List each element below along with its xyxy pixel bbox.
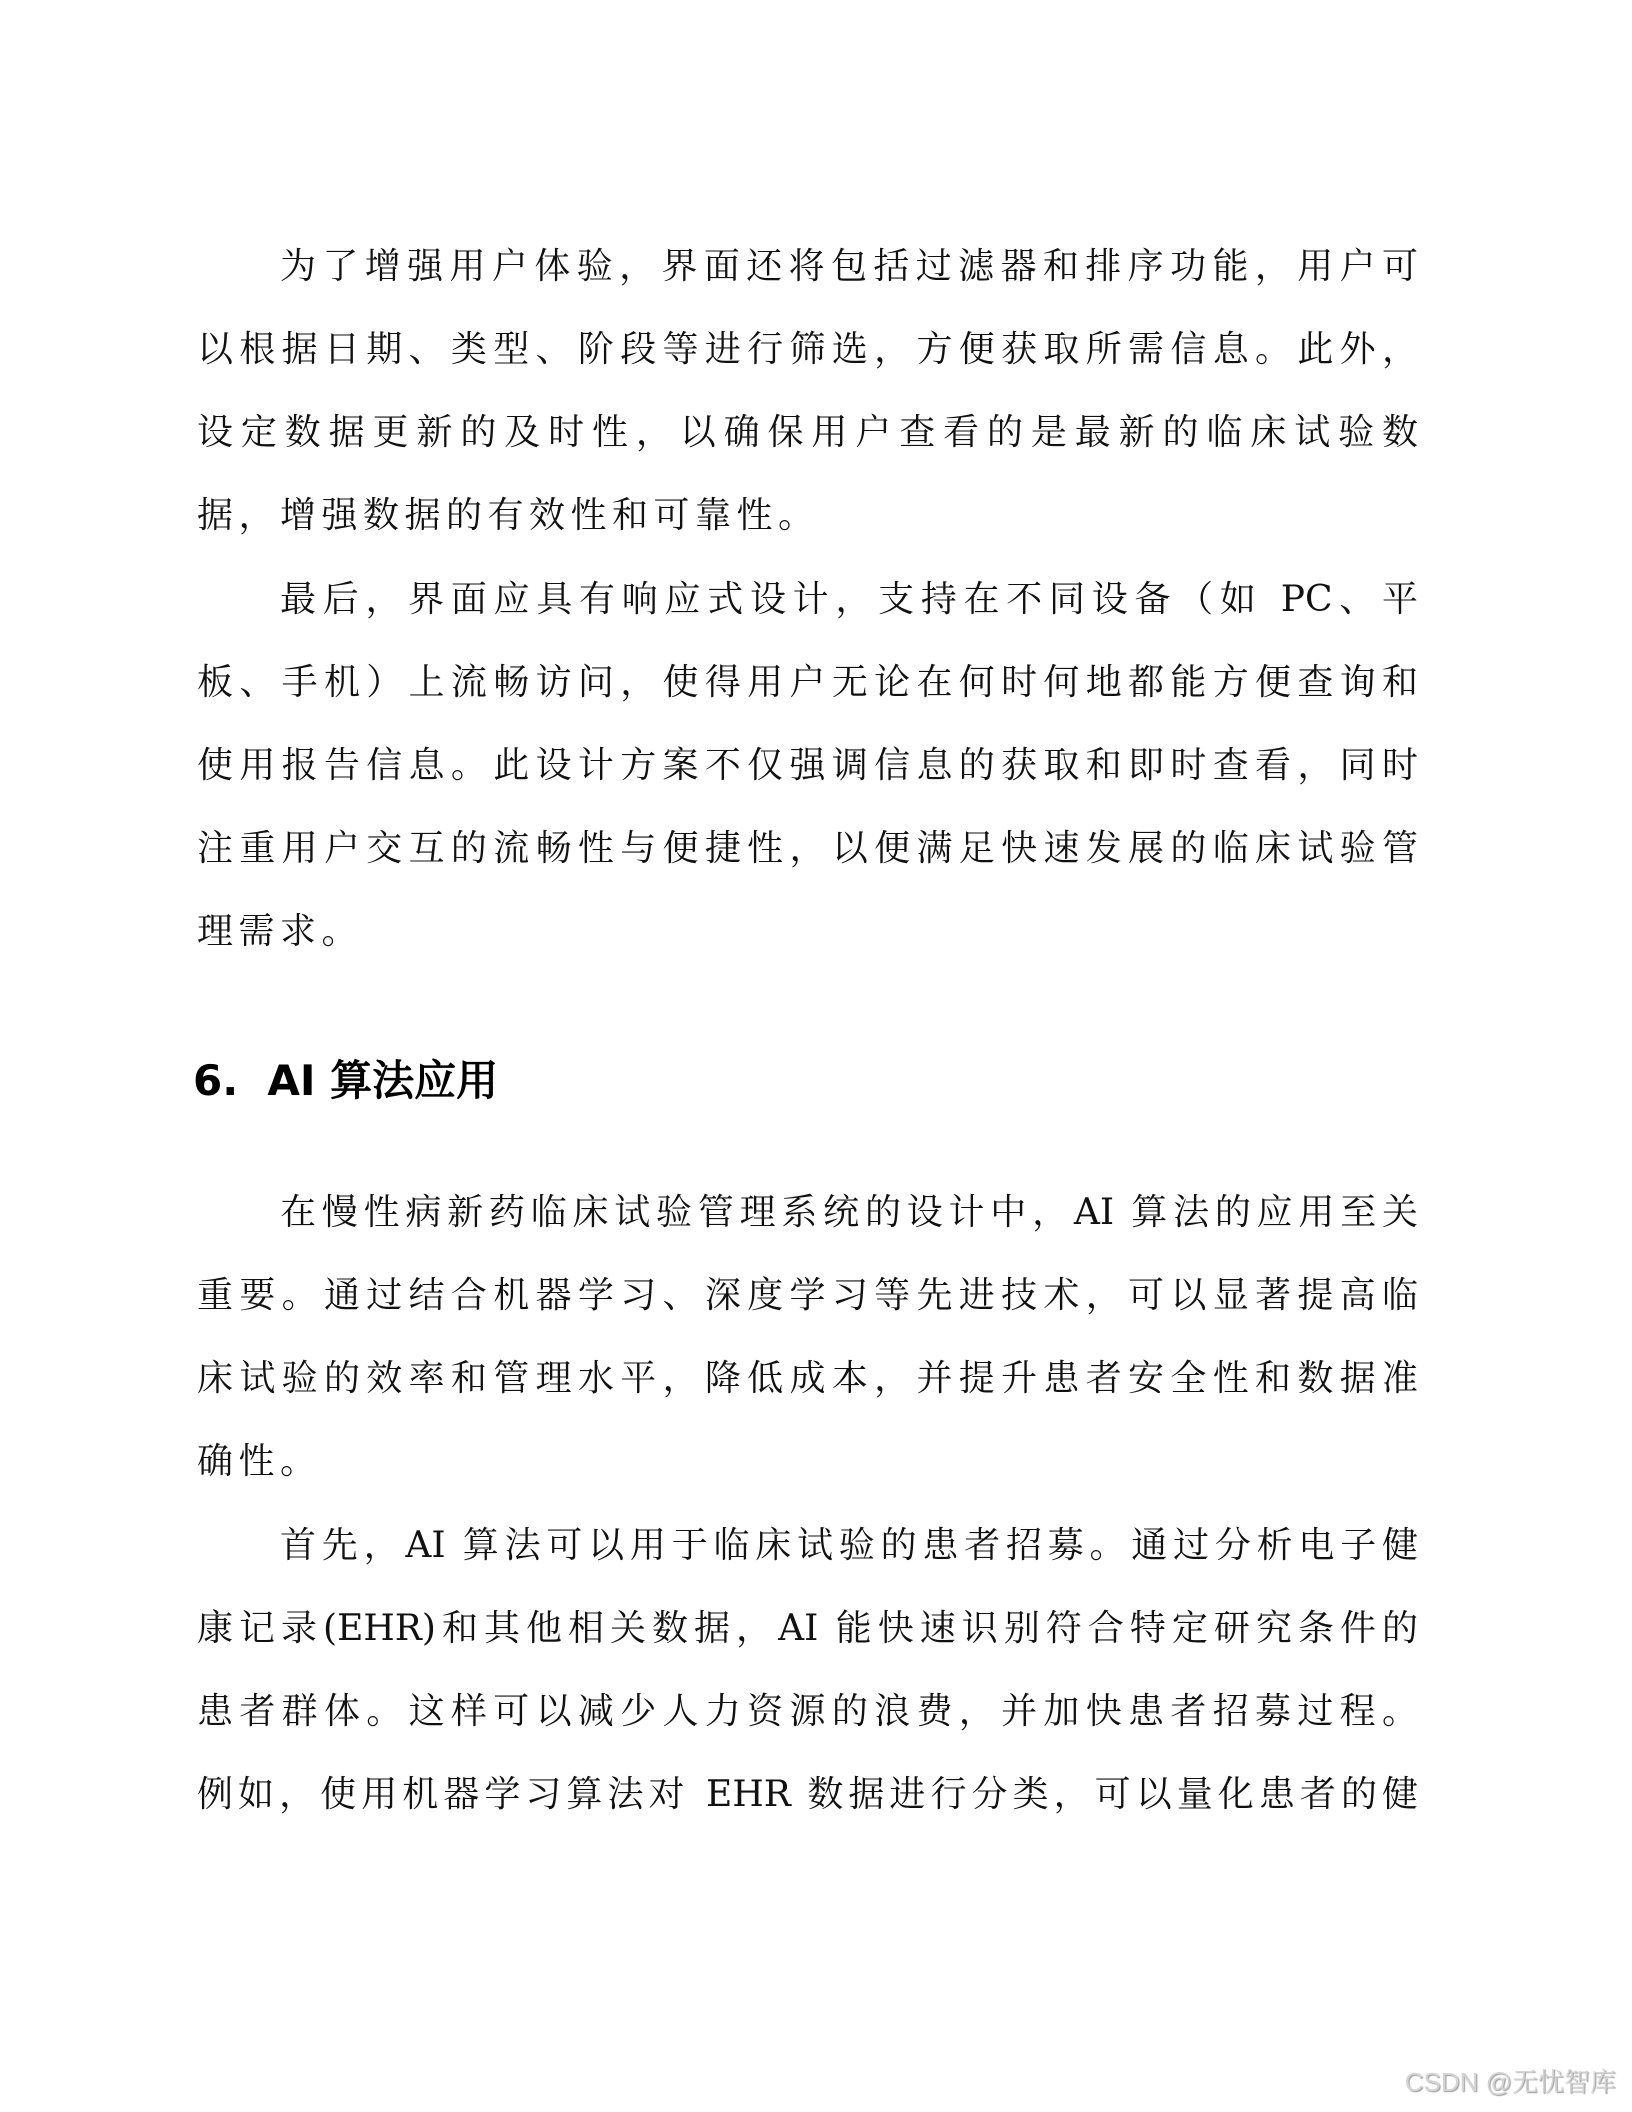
paragraph-2-line-3: 使用报告信息。此设计方案不仅强调信息的获取和即时查看，同时 <box>197 745 1418 786</box>
paragraph-4-line-3: 患者群体。这样可以减少人力资源的浪费，并加快患者招募过程。 <box>197 1691 1418 1732</box>
paragraph-3-line-4: 确性。 <box>197 1441 322 1482</box>
paragraph-2-line-2: 板、手机）上流畅访问，使得用户无论在何时何地都能方便查询和 <box>197 662 1418 703</box>
paragraph-1-line-2: 以根据日期、类型、阶段等进行筛选，方便获取所需信息。此外， <box>197 329 1418 370</box>
section-heading: 6. AI 算法应用 <box>193 1056 499 1105</box>
paragraph-4-line-4: 例如，使用机器学习算法对 EHR 数据进行分类，可以量化患者的健 <box>197 1774 1418 1815</box>
paragraph-2-line-1: 最后，界面应具有响应式设计，支持在不同设备（如 PC、平 <box>280 579 1418 620</box>
paragraph-1-line-3: 设定数据更新的及时性，以确保用户查看的是最新的临床试验数 <box>197 412 1418 453</box>
paragraph-3-line-1: 在慢性病新药临床试验管理系统的设计中，AI 算法的应用至关 <box>280 1192 1418 1233</box>
paragraph-1-line-1: 为了增强用户体验，界面还将包括过滤器和排序功能，用户可 <box>280 246 1418 287</box>
paragraph-1-line-4: 据，增强数据的有效性和可靠性。 <box>197 495 820 536</box>
paragraph-4-line-2: 康记录(EHR)和其他相关数据，AI 能快速识别符合特定研究条件的 <box>197 1608 1418 1649</box>
csdn-watermark: CSDN @无忧智库 <box>1404 2067 1616 2097</box>
paragraph-3-line-2: 重要。通过结合机器学习、深度学习等先进技术，可以显著提高临 <box>197 1275 1418 1316</box>
paragraph-2-line-4: 注重用户交互的流畅性与便捷性，以便满足快速发展的临床试验管 <box>197 828 1418 869</box>
paragraph-4-line-1: 首先，AI 算法可以用于临床试验的患者招募。通过分析电子健 <box>280 1525 1418 1566</box>
paragraph-3-line-3: 床试验的效率和管理水平，降低成本，并提升患者安全性和数据准 <box>197 1358 1418 1399</box>
paragraph-2-line-5: 理需求。 <box>197 911 364 952</box>
